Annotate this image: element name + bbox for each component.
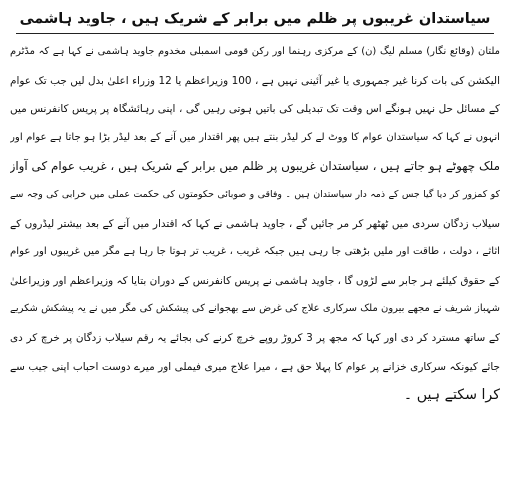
article-line: ملک چھوٹے ہو جاتے ہیں ، سیاستدان غریبوں پر ظلم میں برابر کے شریک ہیں ، غریب عوام کی آواز	[10, 159, 500, 174]
article-line: الیکشن کی بات کرنا غیر جمہوری یا غیر آئینی نہیں ہے ، 100 وزیراعظم یا 12 وزراء اعلیٰ بدل لیں جب تک عوام	[10, 74, 500, 87]
article-line: کے ساتھ مسترد کر دی اور کہا کہ مجھ پر 3 کروڑ روپے خرچ کرنے کی بجائے یہ رقم سیلاب زدگان پر خرچ کر دی	[10, 331, 500, 344]
article-line: سیلاب زدگان سردی میں ٹھٹھر کر مر جائیں گے ، جاوید ہاشمی نے کہا کہ اقتدار میں آنے کے بعد بیشتر لیڈروں کے	[10, 217, 500, 230]
article-line: شہباز شریف نے مجھے بیرون ملک سرکاری علاج کی غرض سے بھجوانے کی پیشکش کی مگر میں نے یہ پیشکش شکریے	[10, 303, 500, 315]
article-line: کو کمزور کر دیا گیا جس کے ذمہ دار سیاستدان ہیں ۔ وفاقی و صوبائی حکومتوں کی حکمت عملی میں خرابی کی وجہ سے	[10, 188, 500, 200]
article-line: جائے کیونکہ سرکاری خزانے پر عوام کا پہلا حق ہے ، میرا علاج میری فیملی اور میرے دوست احباب اپنی جیب سے	[10, 360, 500, 373]
article-line: کرا سکتے ہیں ۔	[403, 387, 500, 404]
article-line: کے مسائل حل نہیں ہونگے اس وقت تک تبدیلی کی باتیں ہوتی رہیں گی ، اپنی رہائشگاہ پر پریس کانفرنس میں	[10, 103, 500, 116]
article-line: کے حقوق کیلئے ہر جابر سے لڑوں گا ، جاوید ہاشمی نے پریس کانفرنس کے دوران بتایا کہ وزیراعظم اور وزیراعلیٰ	[10, 274, 500, 287]
article-line: اثاثے ، دولت ، طاقت اور ملیں بڑھتی جا رہی ہیں جبکہ غریب ، غریب تر ہوتا جا رہا ہے مگر میں غریبوں اور عوام	[10, 246, 500, 258]
article-headline: سیاستدان غریبوں پر ظلم میں برابر کے شریک ہیں ، جاوید ہاشمی	[16, 6, 495, 34]
article-body	[10, 38, 500, 410]
article-line: انہوں نے کہا کہ سیاستدان عوام کا ووٹ لے کر لیڈر بنتے ہیں پھر اقتدار میں آنے کے بعد لیڈر بڑا ہو جاتا ہے عوام اور	[10, 131, 500, 143]
headline-container	[10, 6, 500, 34]
article-line: ملتان (وقائع نگار) مسلم لیگ (ن) کے مرکزی رہنما اور رکن قومی اسمبلی مخدوم جاوید ہاشمی نے کہا ہے کہ مڈٹرم	[10, 46, 500, 57]
